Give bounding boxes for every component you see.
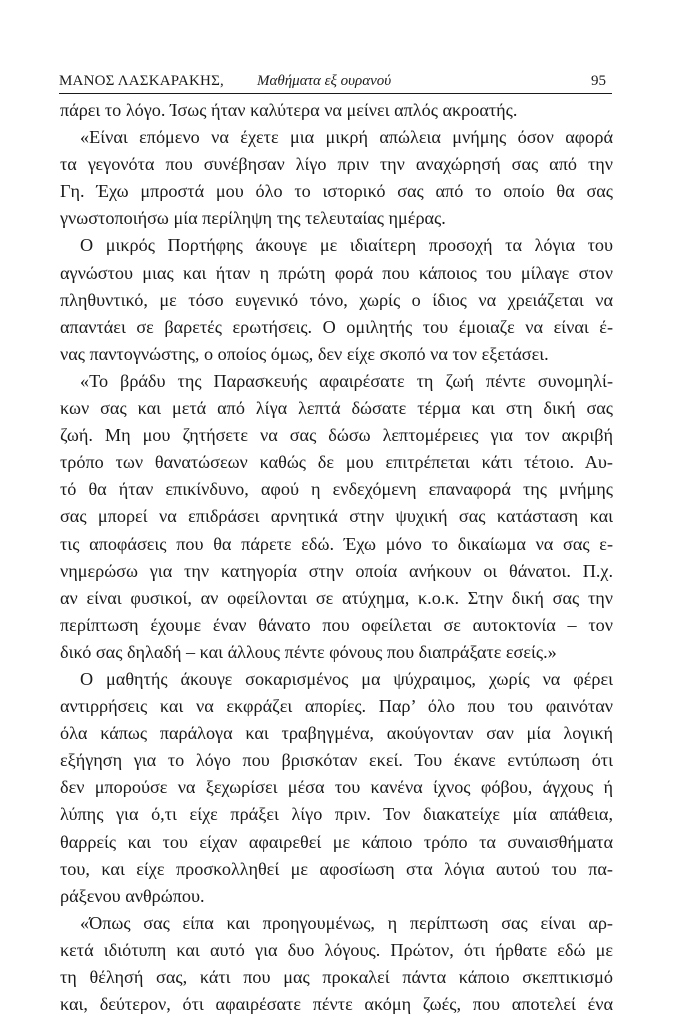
text-line: «Το βράδυ της Παρασκευής αφαιρέσατε τη ζωή πέντε συνομηλί- <box>80 370 613 391</box>
text-line: πάρει το λόγο. Ίσως ήταν καλύτερα να μείνει απλός ακροατής. <box>60 100 518 120</box>
header-book-title: Μαθήματα εξ ουρανού <box>257 73 392 89</box>
text-line: όλα κάπως παράλογα και τραβηγμένα, ακούγονταν σαν μία λογική <box>60 723 613 744</box>
text-line: αν είναι φυσικοί, αν οφείλονται σε ατύχημα, κ.ο.κ. Στην δική σας την <box>60 587 613 608</box>
text-line: ζωή. Μη μου ζητήσετε να σας δώσω λεπτομέρειες για τον ακριβή <box>60 425 613 446</box>
text-line: εξήγηση για το λόγο που βρισκόταν εκεί. Του έκανε εντύπωση ότι <box>60 750 613 771</box>
text-line: νημερώσω για την κατηγορία στην οποία ανήκουν οι θάνατοι. Π.χ. <box>60 560 613 581</box>
text-line: Ο μικρός Πορτήφης άκουγε με ιδιαίτερη προσοχή τα λόγια του <box>80 235 613 256</box>
running-header <box>59 70 612 92</box>
text-line: Ο μαθητής άκουγε σοκαρισμένος μα ψύχραιμος, χωρίς να φέρει <box>80 668 613 689</box>
header-author: ΜΑΝΟΣ ΛΑΣΚΑΡΑΚΗΣ, <box>59 73 224 89</box>
text-line: «Όπως σας είπα και προηγουμένως, η περίπτωση σας είναι αρ- <box>80 912 613 933</box>
text-line: δικό σας δηλαδή – και άλλους πέντε φόνους που διαπράξατε εσείς.» <box>60 641 557 662</box>
text-line: τρόπο των θανατώσεων καθώς δε μου επιτρέπεται κάτι τέτοιο. Αυ- <box>60 452 613 473</box>
text-line: και, δεύτερον, ότι αφαιρέσατε πέντε ακόμη ζωές, που αποτελεί ένα <box>60 994 613 1015</box>
text-line: τό θα ήταν επικίνδυνο, αφού η ενδεχόμενη επαναφορά της μνήμης <box>60 479 613 500</box>
text-line: τις αποφάσεις που θα πάρετε εδώ. Έχω μόνο το δικαίωμα να σας ε- <box>60 533 613 554</box>
text-line: νας παντογνώστης, ο οποίος όμως, δεν είχε σκοπό να τον εξετάσει. <box>60 343 549 364</box>
text-line: τη θέλησή σας, κάτι που μας προκαλεί πάντα κάποιο σκεπτικισμό <box>60 967 613 987</box>
text-line: περίπτωση έχουμε έναν θάνατο που οφείλεται σε αυτοκτονία – τον <box>60 614 613 635</box>
text-line: αγνώστου μιας και ήταν η πρώτη φορά που κάποιος του μίλαγε στον <box>60 262 613 283</box>
text-line: απαντάει σε βαρετές ερωτήσεις. Ο ομιλητής του έμοιαζε να είναι έ- <box>60 316 613 337</box>
text-line: λύπης για ό,τι είχε πράξει λίγο πριν. Τον διακατείχε μία απάθεια, <box>60 804 613 825</box>
text-line: θαρρείς και του είχαν αφαιρεθεί με κάποιο τρόπο τα συναισθήματα <box>60 831 613 852</box>
text-line: σας μπορεί να επιδράσει αρνητικά στην ψυχική σας κατάσταση και <box>60 506 613 527</box>
text-line: αντιρρήσεις και να εκφράζει απορίες. Παρ’ όλο που του φαινόταν <box>60 696 613 717</box>
text-line: κων σας και μετά από λίγα λεπτά δώσατε τέρμα και στη δική σας <box>60 398 613 419</box>
text-line: κετά ιδιότυπη και αυτό για δυο λόγους. Πρώτον, ότι ήρθατε εδώ με <box>60 939 613 960</box>
text-line: δεν μπορούσε να ξεχωρίσει μέσα του κανένα ίχνος φόβου, άγχους ή <box>60 777 613 798</box>
text-line: του, και είχε προσκολληθεί με αφοσίωση στα λόγια αυτού του πα- <box>60 858 613 879</box>
text-line: γνωστοποιήσω μία περίληψη της τελευταίας ημέρας. <box>60 208 446 229</box>
text-line: τα γεγονότα που συνέβησαν λίγο πριν την αναχώρησή σας από την <box>60 154 613 175</box>
body-text <box>60 97 613 1018</box>
text-line: ράξενου ανθρώπου. <box>60 885 205 906</box>
text-line: Γη. Έχω μπροστά μου όλο το ιστορικό σας από το οποίο θα σας <box>60 181 613 202</box>
header-rule <box>59 93 612 94</box>
text-line: πληθυντικό, με τόσο ευγενικό τόνο, χωρίς ο ίδιος να χρειάζεται να <box>60 289 613 310</box>
text-line: «Είναι επόμενο να έχετε μια μικρή απώλεια μνήμης όσον αφορά <box>80 127 613 148</box>
page-number: 95 <box>591 73 606 89</box>
